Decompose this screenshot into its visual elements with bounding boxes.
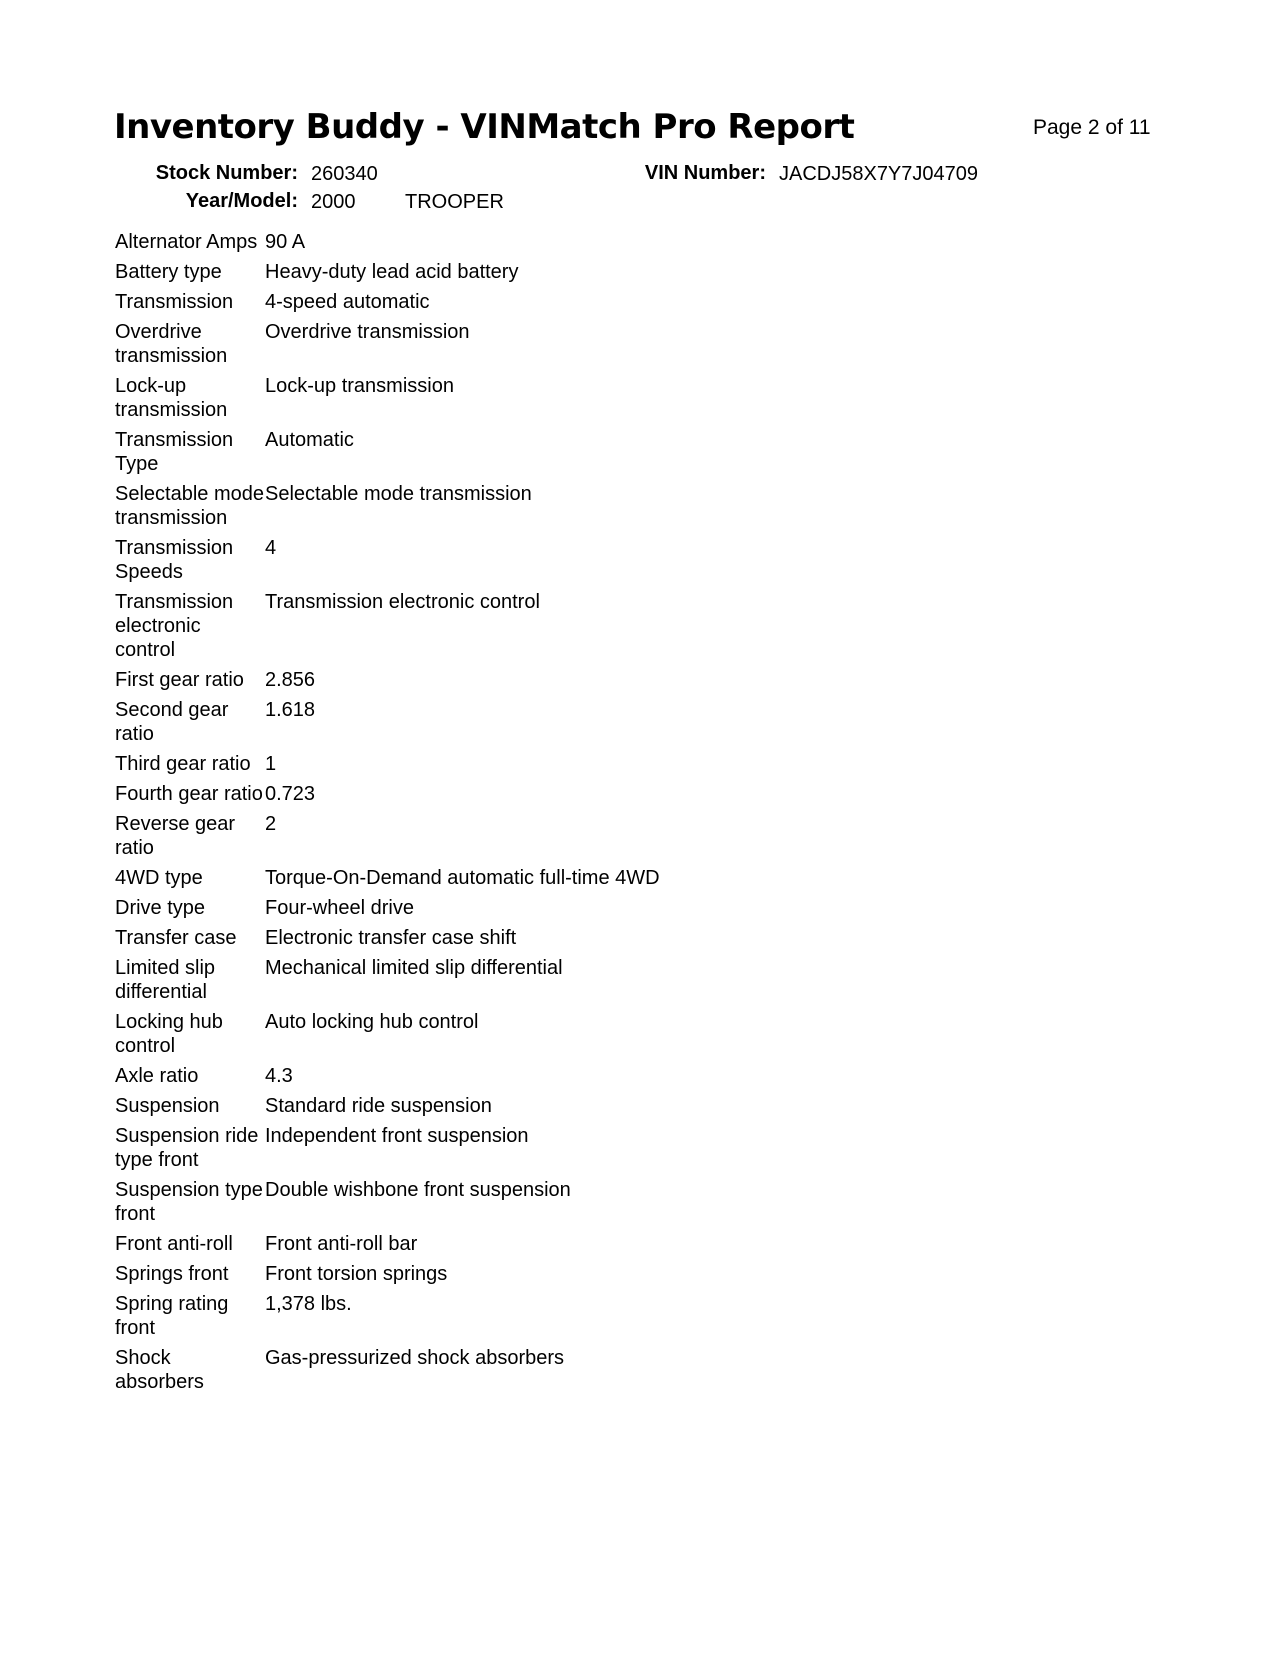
spec-row xyxy=(115,896,835,926)
spec-value: 2 xyxy=(265,813,277,835)
model-value: TROOPER xyxy=(405,191,504,213)
spec-value: Selectable mode transmission xyxy=(265,483,532,505)
year-model-label: Year/Model: xyxy=(185,190,298,212)
spec-value: Lock-up transmission xyxy=(265,375,454,397)
spec-row xyxy=(115,1232,835,1262)
spec-row xyxy=(115,1094,835,1124)
spec-label: Fourth gear ratio xyxy=(115,783,263,805)
spec-row xyxy=(115,320,835,374)
spec-label: Transfer case xyxy=(115,927,237,949)
spec-value: Front torsion springs xyxy=(265,1263,448,1285)
spec-row xyxy=(115,668,835,698)
spec-value: Four-wheel drive xyxy=(265,897,414,919)
spec-row xyxy=(115,1064,835,1094)
spec-label: Overdrive transmission xyxy=(115,321,228,367)
spec-row xyxy=(115,536,835,590)
spec-value: 1.618 xyxy=(265,699,316,721)
spec-row xyxy=(115,230,835,260)
spec-value: Transmission electronic control xyxy=(265,591,540,613)
spec-label: 4WD type xyxy=(115,867,203,889)
spec-value: Front anti-roll bar xyxy=(265,1233,418,1255)
spec-label: Springs front xyxy=(115,1263,229,1285)
spec-label: Spring rating front xyxy=(115,1293,229,1339)
spec-row xyxy=(115,1346,835,1400)
spec-value: Overdrive transmission xyxy=(265,321,470,343)
spec-label: Transmission Type xyxy=(115,429,234,475)
spec-label: Front anti-roll xyxy=(115,1233,233,1255)
spec-row xyxy=(115,782,835,812)
spec-value: Gas-pressurized shock absorbers xyxy=(265,1347,565,1369)
spec-label: Reverse gear ratio xyxy=(115,813,236,859)
spec-label: Battery type xyxy=(115,261,222,283)
page-number: Page 2 of 11 xyxy=(1033,116,1151,139)
spec-label: Second gear ratio xyxy=(115,699,229,745)
spec-row xyxy=(115,1262,835,1292)
spec-value: 4.3 xyxy=(265,1065,293,1087)
spec-row xyxy=(115,260,835,290)
spec-row xyxy=(115,812,835,866)
spec-row xyxy=(115,1178,835,1232)
spec-value: 4-speed automatic xyxy=(265,291,430,313)
year-value: 2000 xyxy=(311,191,356,213)
spec-row xyxy=(115,926,835,956)
spec-value: Electronic transfer case shift xyxy=(265,927,517,949)
vin-number-value: JACDJ58X7Y7J04709 xyxy=(779,163,979,185)
spec-label: Transmission xyxy=(115,291,234,313)
spec-value: 1,378 lbs. xyxy=(265,1293,352,1315)
spec-value: Double wishbone front suspension xyxy=(265,1179,571,1201)
spec-row xyxy=(115,1010,835,1064)
spec-value: Independent front suspension xyxy=(265,1125,529,1147)
stock-number-label: Stock Number: xyxy=(155,162,298,184)
spec-value: 4 xyxy=(265,537,277,559)
vin-number-label: VIN Number: xyxy=(644,162,766,184)
spec-row xyxy=(115,1292,835,1346)
spec-label: Lock-up transmission xyxy=(115,375,228,421)
spec-row xyxy=(115,590,835,668)
spec-row xyxy=(115,1124,835,1178)
spec-row xyxy=(115,482,835,536)
spec-row xyxy=(115,290,835,320)
spec-label: Axle ratio xyxy=(115,1065,199,1087)
spec-row xyxy=(115,956,835,1010)
spec-value: Standard ride suspension xyxy=(265,1095,492,1117)
spec-row xyxy=(115,428,835,482)
spec-value: 0.723 xyxy=(265,783,316,805)
spec-value: Automatic xyxy=(265,429,354,451)
spec-value: 2.856 xyxy=(265,669,316,691)
spec-value: 1 xyxy=(265,753,277,775)
spec-table xyxy=(115,230,835,1400)
spec-label: Suspension type front xyxy=(115,1179,263,1225)
spec-row xyxy=(115,374,835,428)
spec-row xyxy=(115,752,835,782)
spec-label: Drive type xyxy=(115,897,206,919)
spec-value: 90 A xyxy=(265,231,306,253)
spec-label: First gear ratio xyxy=(115,669,244,691)
stock-number-value: 260340 xyxy=(311,163,378,185)
spec-label: Suspension ride type front xyxy=(115,1125,259,1171)
spec-label: Suspension xyxy=(115,1095,220,1117)
spec-label: Third gear ratio xyxy=(115,753,251,775)
page-title: Inventory Buddy - VINMatch Pro Report xyxy=(114,107,855,147)
spec-row xyxy=(115,866,835,896)
spec-value: Auto locking hub control xyxy=(265,1011,479,1033)
spec-label: Shock absorbers xyxy=(115,1347,204,1393)
spec-row xyxy=(115,698,835,752)
spec-label: Limited slip differential xyxy=(115,957,216,1003)
spec-label: Transmission electronic control xyxy=(115,591,234,661)
spec-label: Alternator Amps xyxy=(115,231,258,253)
spec-value: Torque-On-Demand automatic full-time 4WD xyxy=(265,867,660,889)
spec-label: Locking hub control xyxy=(115,1011,223,1057)
spec-label: Transmission Speeds xyxy=(115,537,234,583)
spec-label: Selectable mode transmission xyxy=(115,483,264,529)
spec-value: Mechanical limited slip differential xyxy=(265,957,563,979)
spec-value: Heavy-duty lead acid battery xyxy=(265,261,519,283)
